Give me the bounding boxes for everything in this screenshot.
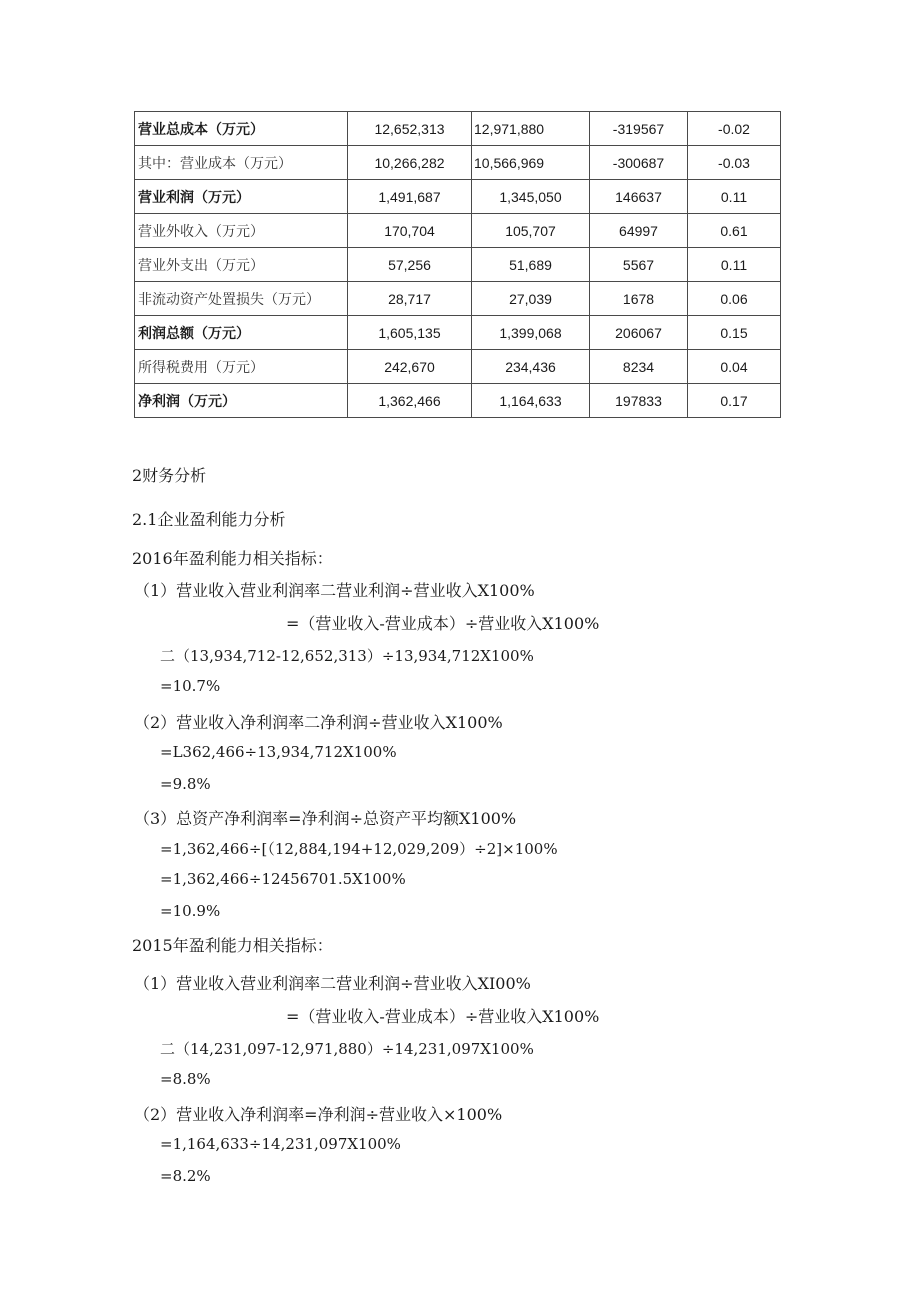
- table-row: [135, 316, 781, 350]
- row-label: 其中：营业成本（万元）: [135, 146, 348, 180]
- formula-line: 二（14,231,097-12,971,880）÷14,231,097X100%: [160, 1040, 534, 1058]
- row-label: 非流动资产处置损失（万元）: [135, 282, 348, 316]
- table-row: [135, 350, 781, 384]
- row-label: 所得税费用（万元）: [135, 350, 348, 384]
- formula-line: （2）营业收入净利润率二净利润÷营业收入X100%: [134, 713, 503, 732]
- section-heading: 2财务分析: [132, 466, 207, 485]
- formula-line: =L362,466÷13,934,712X100%: [160, 743, 397, 761]
- value-rate: 0.15: [688, 316, 781, 350]
- row-label: 营业外支出（万元）: [135, 248, 348, 282]
- formula-line: =8.2%: [160, 1167, 211, 1185]
- value-2015: 12,971,880: [472, 112, 590, 146]
- value-2015: 10,566,969: [472, 146, 590, 180]
- row-label: 利润总额（万元）: [135, 316, 348, 350]
- value-2015: 1,164,633: [472, 384, 590, 418]
- value-rate: 0.06: [688, 282, 781, 316]
- value-2016: 10,266,282: [348, 146, 472, 180]
- formula-line: （1）营业收入营业利润率二营业利润÷营业收入X100%: [134, 581, 535, 600]
- table-row: [135, 180, 781, 214]
- formula-line: （1）营业收入营业利润率二营业利润÷营业收入XI00%: [134, 974, 531, 993]
- value-2016: 1,362,466: [348, 384, 472, 418]
- row-label: 净利润（万元）: [135, 384, 348, 418]
- formula-line: （3）总资产净利润率=净利润÷总资产平均额X100%: [134, 809, 517, 828]
- value-rate: 0.04: [688, 350, 781, 384]
- row-label: 营业外收入（万元）: [135, 214, 348, 248]
- row-label: 营业总成本（万元）: [135, 112, 348, 146]
- formula-line: =1,362,466÷12456701.5X100%: [160, 870, 406, 888]
- value-2016: 57,256: [348, 248, 472, 282]
- value-2015: 105,707: [472, 214, 590, 248]
- value-2015: 234,436: [472, 350, 590, 384]
- value-2015: 27,039: [472, 282, 590, 316]
- table-row: [135, 146, 781, 180]
- value-diff: 146637: [590, 180, 688, 214]
- value-2016: 12,652,313: [348, 112, 472, 146]
- formula-line: （2）营业收入净利润率=净利润÷营业收入×100%: [134, 1105, 503, 1124]
- value-2016: 170,704: [348, 214, 472, 248]
- row-label: 营业利润（万元）: [135, 180, 348, 214]
- formula-line: =1,164,633÷14,231,097X100%: [160, 1135, 401, 1153]
- value-rate: 0.11: [688, 248, 781, 282]
- value-rate: 0.61: [688, 214, 781, 248]
- formula-line: =9.8%: [160, 775, 211, 793]
- table-row: [135, 112, 781, 146]
- value-2016: 242,670: [348, 350, 472, 384]
- value-diff: 5567: [590, 248, 688, 282]
- heading-2016: 2016年盈利能力相关指标：: [132, 549, 333, 568]
- value-rate: 0.17: [688, 384, 781, 418]
- heading-2015: 2015年盈利能力相关指标：: [132, 936, 333, 955]
- table-row: [135, 248, 781, 282]
- table-row: [135, 214, 781, 248]
- formula-line: =10.7%: [160, 677, 221, 695]
- value-diff: 64997: [590, 214, 688, 248]
- formula-line: =1,362,466÷[（12,884,194+12,029,209）÷2]×100%: [160, 840, 558, 858]
- value-diff: 197833: [590, 384, 688, 418]
- value-diff: 206067: [590, 316, 688, 350]
- formula-line: =10.9%: [160, 902, 221, 920]
- value-2016: 28,717: [348, 282, 472, 316]
- table-row: [135, 384, 781, 418]
- formula-line: 二（13,934,712-12,652,313）÷13,934,712X100%: [160, 647, 534, 665]
- value-diff: 8234: [590, 350, 688, 384]
- financial-table: [134, 111, 781, 418]
- value-rate: -0.02: [688, 112, 781, 146]
- value-2015: 51,689: [472, 248, 590, 282]
- value-diff: -319567: [590, 112, 688, 146]
- formula-line: =（营业收入-营业成本）÷营业收入X100%: [286, 1007, 600, 1026]
- value-2015: 1,345,050: [472, 180, 590, 214]
- value-rate: -0.03: [688, 146, 781, 180]
- value-rate: 0.11: [688, 180, 781, 214]
- formula-line: =（营业收入-营业成本）÷营业收入X100%: [286, 614, 600, 633]
- table-row: [135, 282, 781, 316]
- value-2016: 1,491,687: [348, 180, 472, 214]
- value-diff: 1678: [590, 282, 688, 316]
- value-2016: 1,605,135: [348, 316, 472, 350]
- value-diff: -300687: [590, 146, 688, 180]
- value-2015: 1,399,068: [472, 316, 590, 350]
- formula-line: =8.8%: [160, 1070, 211, 1088]
- subsection-heading: 2.1企业盈利能力分析: [132, 510, 286, 529]
